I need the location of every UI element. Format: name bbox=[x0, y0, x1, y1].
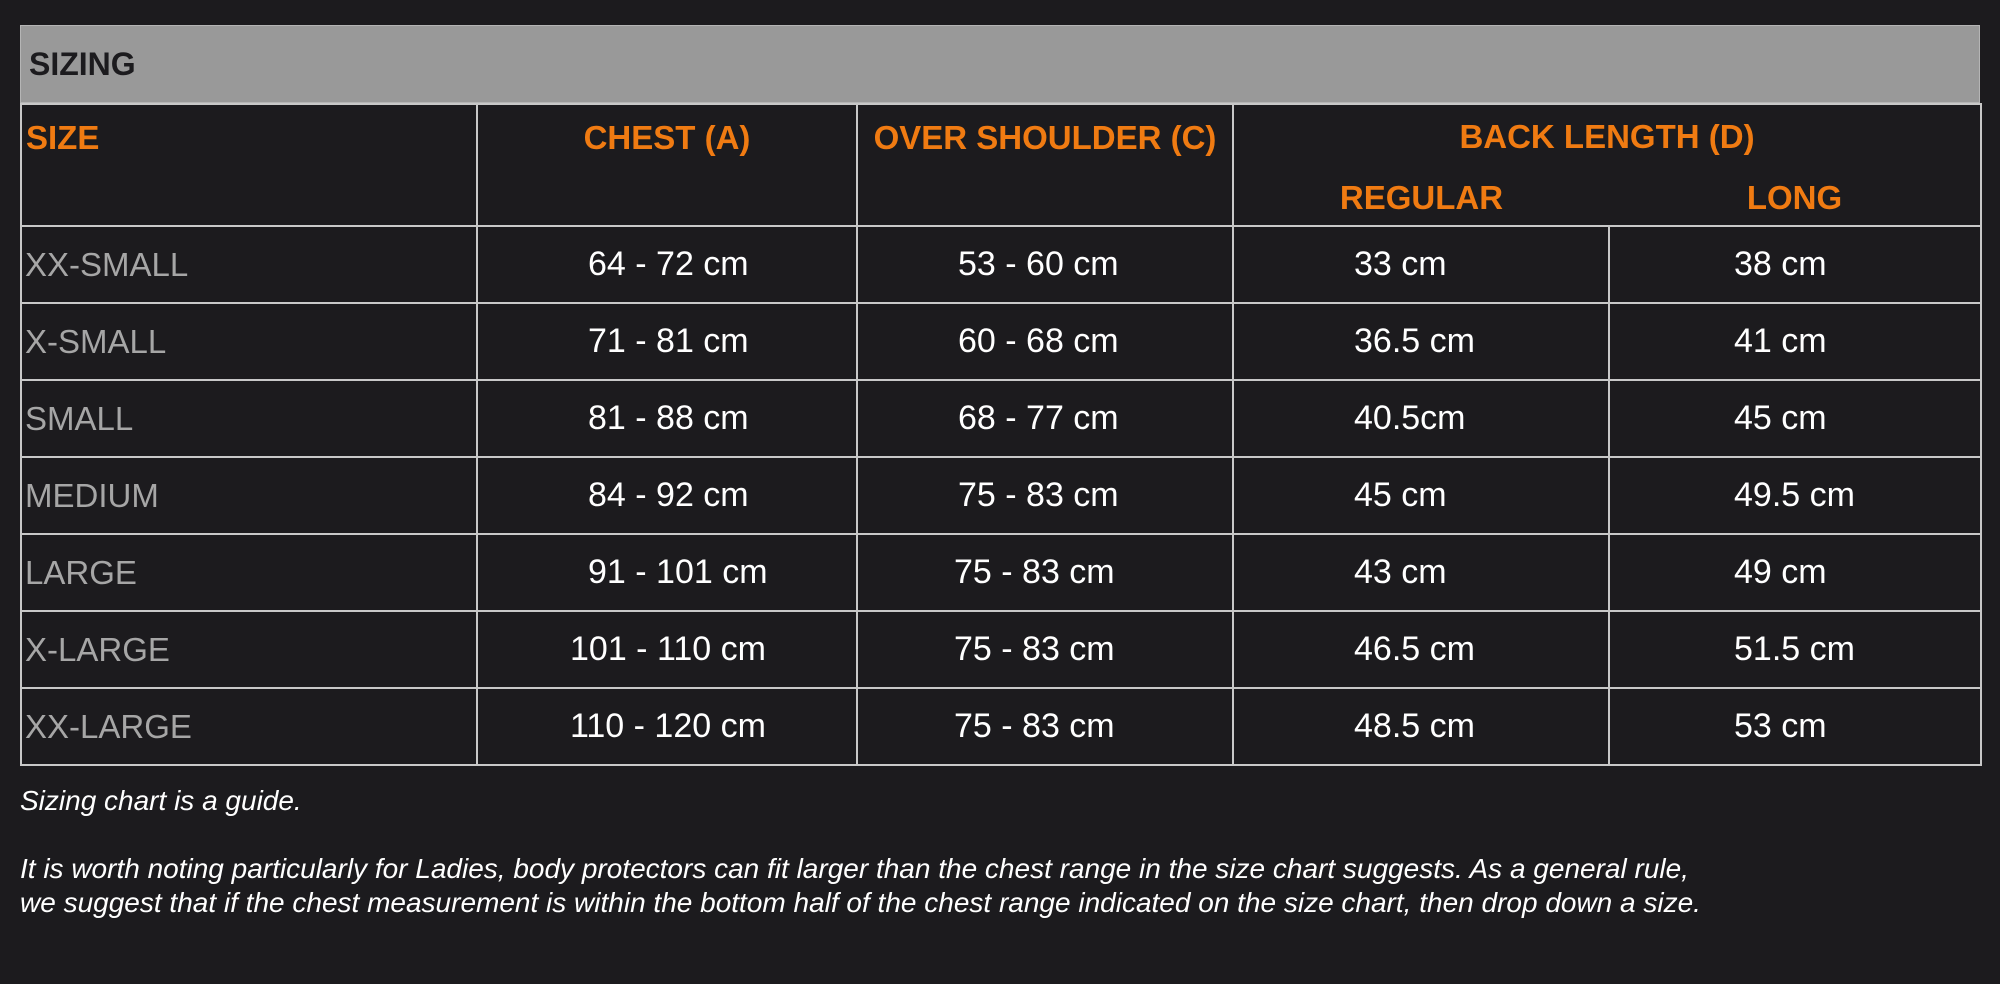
sizing-chart bbox=[20, 25, 1980, 766]
regular-cell: 46.5 cm bbox=[1233, 611, 1609, 688]
header-back-length: BACK LENGTH (D) bbox=[1233, 104, 1981, 173]
table-row bbox=[21, 611, 1981, 688]
shoulder-cell: 68 - 77 cm bbox=[857, 380, 1233, 457]
table-row bbox=[21, 226, 1981, 303]
table-row bbox=[21, 380, 1981, 457]
size-cell: X-LARGE bbox=[21, 611, 477, 688]
chest-cell: 101 - 110 cm bbox=[477, 611, 857, 688]
size-cell: X-SMALL bbox=[21, 303, 477, 380]
regular-cell: 40.5cm bbox=[1233, 380, 1609, 457]
header-over-shoulder: OVER SHOULDER (C) bbox=[857, 104, 1233, 226]
sizing-notes bbox=[20, 784, 1980, 920]
header-long: LONG bbox=[1609, 173, 1981, 226]
chest-cell: 71 - 81 cm bbox=[477, 303, 857, 380]
table-title: SIZING bbox=[20, 25, 1980, 103]
table-row bbox=[21, 688, 1981, 765]
size-cell: XX-SMALL bbox=[21, 226, 477, 303]
long-cell: 45 cm bbox=[1609, 380, 1981, 457]
long-cell: 49 cm bbox=[1609, 534, 1981, 611]
size-cell: SMALL bbox=[21, 380, 477, 457]
regular-cell: 43 cm bbox=[1233, 534, 1609, 611]
shoulder-cell: 60 - 68 cm bbox=[857, 303, 1233, 380]
table-row bbox=[21, 534, 1981, 611]
size-cell: MEDIUM bbox=[21, 457, 477, 534]
shoulder-cell: 75 - 83 cm bbox=[857, 457, 1233, 534]
regular-cell: 48.5 cm bbox=[1233, 688, 1609, 765]
chest-cell: 91 - 101 cm bbox=[477, 534, 857, 611]
long-cell: 51.5 cm bbox=[1609, 611, 1981, 688]
long-cell: 38 cm bbox=[1609, 226, 1981, 303]
table-row bbox=[21, 303, 1981, 380]
chest-cell: 110 - 120 cm bbox=[477, 688, 857, 765]
sizing-table bbox=[20, 103, 1982, 766]
long-cell: 53 cm bbox=[1609, 688, 1981, 765]
note-ladies-line1: It is worth noting particularly for Ladies, body protectors can fit larger than the chest range in the size chart suggests. As a general rule, bbox=[20, 853, 1689, 884]
size-cell: XX-LARGE bbox=[21, 688, 477, 765]
note-guide: Sizing chart is a guide. bbox=[20, 785, 302, 816]
long-cell: 41 cm bbox=[1609, 303, 1981, 380]
regular-cell: 36.5 cm bbox=[1233, 303, 1609, 380]
long-cell: 49.5 cm bbox=[1609, 457, 1981, 534]
note-ladies-line2: we suggest that if the chest measurement is within the bottom half of the chest range indicated on the size chart, then drop down a size. bbox=[20, 887, 1701, 918]
regular-cell: 45 cm bbox=[1233, 457, 1609, 534]
chest-cell: 81 - 88 cm bbox=[477, 380, 857, 457]
header-size: SIZE bbox=[21, 104, 477, 226]
size-cell: LARGE bbox=[21, 534, 477, 611]
shoulder-cell: 53 - 60 cm bbox=[857, 226, 1233, 303]
regular-cell: 33 cm bbox=[1233, 226, 1609, 303]
shoulder-cell: 75 - 83 cm bbox=[857, 611, 1233, 688]
chest-cell: 84 - 92 cm bbox=[477, 457, 857, 534]
shoulder-cell: 75 - 83 cm bbox=[857, 688, 1233, 765]
table-row bbox=[21, 457, 1981, 534]
header-regular: REGULAR bbox=[1233, 173, 1609, 226]
shoulder-cell: 75 - 83 cm bbox=[857, 534, 1233, 611]
chest-cell: 64 - 72 cm bbox=[477, 226, 857, 303]
header-chest: CHEST (A) bbox=[477, 104, 857, 226]
